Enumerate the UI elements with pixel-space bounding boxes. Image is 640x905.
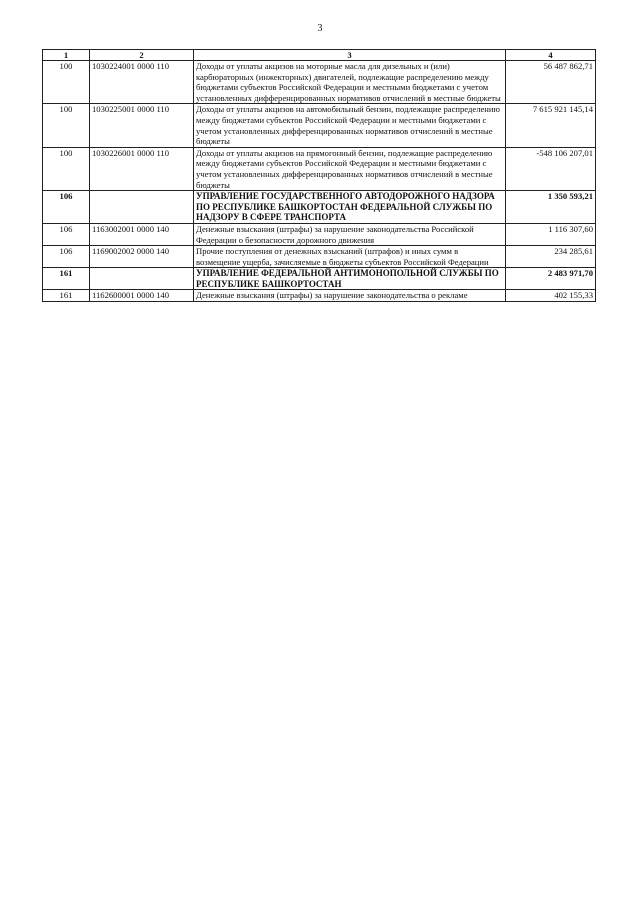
cell-budget-code: 1030224001 0000 110 [90, 61, 194, 104]
table-row [43, 61, 596, 104]
table-body [43, 61, 596, 302]
cell-budget-code [90, 191, 194, 224]
cell-budget-code: 1030226001 0000 110 [90, 147, 194, 190]
cell-revenue-name: Прочие поступления от денежных взысканий (штрафов) и иных сумм в возмещение ущерба, зачисляемые в бюджеты субъектов Российской Федерации [194, 246, 506, 268]
cell-revenue-name: Доходы от уплаты акцизов на моторные масла для дизельных и (или) карбюраторных (инжекторных) двигателей, подлежащие распределению между бюджетами субъектов Российской Федерации и местными бюджетами с учетом установленных дифференцированных нормативов отчислений в местные бюджеты [194, 61, 506, 104]
table-row [43, 104, 596, 147]
table-row [43, 246, 596, 268]
cell-amount: 402 155,33 [506, 290, 596, 302]
cell-revenue-name: Денежные взыскания (штрафы) за нарушение законодательства о рекламе [194, 290, 506, 302]
table-row [43, 290, 596, 302]
column-header-admin: 1 [43, 50, 90, 61]
cell-admin-code: 161 [43, 268, 90, 290]
page-number: 3 [317, 23, 323, 34]
cell-admin-code: 100 [43, 61, 90, 104]
cell-amount: 1 116 307,60 [506, 223, 596, 245]
revenue-table [42, 49, 596, 302]
cell-revenue-name: Доходы от уплаты акцизов на прямогонный бензин, подлежащие распределению между бюджетами субъектов Российской Федерации и местными бюджетами с учетом установленных дифференцированных нормативов отчислений в местные бюджеты [194, 147, 506, 190]
cell-admin-code: 106 [43, 191, 90, 224]
cell-admin-code: 100 [43, 147, 90, 190]
cell-amount: 1 350 593,21 [506, 191, 596, 224]
cell-budget-code: 1030225001 0000 110 [90, 104, 194, 147]
cell-budget-code: 1169002002 0000 140 [90, 246, 194, 268]
cell-revenue-name: УПРАВЛЕНИЕ ФЕДЕРАЛЬНОЙ АНТИМОНОПОЛЬНОЙ СЛУЖБЫ ПО РЕСПУБЛИКЕ БАШКОРТОСТАН [194, 268, 506, 290]
cell-amount: 56 487 862,71 [506, 61, 596, 104]
cell-amount: -548 106 207,01 [506, 147, 596, 190]
cell-budget-code: 1163002001 0000 140 [90, 223, 194, 245]
cell-budget-code: 1162600001 0000 140 [90, 290, 194, 302]
cell-revenue-name: УПРАВЛЕНИЕ ГОСУДАРСТВЕННОГО АВТОДОРОЖНОГО НАДЗОРА ПО РЕСПУБЛИКЕ БАШКОРТОСТАН ФЕДЕРАЛЬНОЙ СЛУЖБЫ ПО НАДЗОРУ В СФЕРЕ ТРАНСПОРТА [194, 191, 506, 224]
column-header-amount: 4 [506, 50, 596, 61]
cell-amount: 7 615 921 145,14 [506, 104, 596, 147]
cell-admin-code: 106 [43, 223, 90, 245]
cell-budget-code [90, 268, 194, 290]
table-row [43, 268, 596, 290]
table-row [43, 223, 596, 245]
cell-admin-code: 106 [43, 246, 90, 268]
cell-admin-code: 161 [43, 290, 90, 302]
cell-admin-code: 100 [43, 104, 90, 147]
cell-revenue-name: Денежные взыскания (штрафы) за нарушение законодательства Российской Федерации о безопасности дорожного движения [194, 223, 506, 245]
table-header-row [43, 50, 596, 61]
cell-amount: 2 483 971,70 [506, 268, 596, 290]
table-row [43, 147, 596, 190]
cell-amount: 234 285,61 [506, 246, 596, 268]
column-header-code: 2 [90, 50, 194, 61]
cell-revenue-name: Доходы от уплаты акцизов на автомобильный бензин, подлежащие распределению между бюджетами субъектов Российской Федерации и местными бюджетами с учетом установленных дифференцированных нормативов отчислений в местные бюджеты [194, 104, 506, 147]
column-header-name: 3 [194, 50, 506, 61]
table-row [43, 191, 596, 224]
